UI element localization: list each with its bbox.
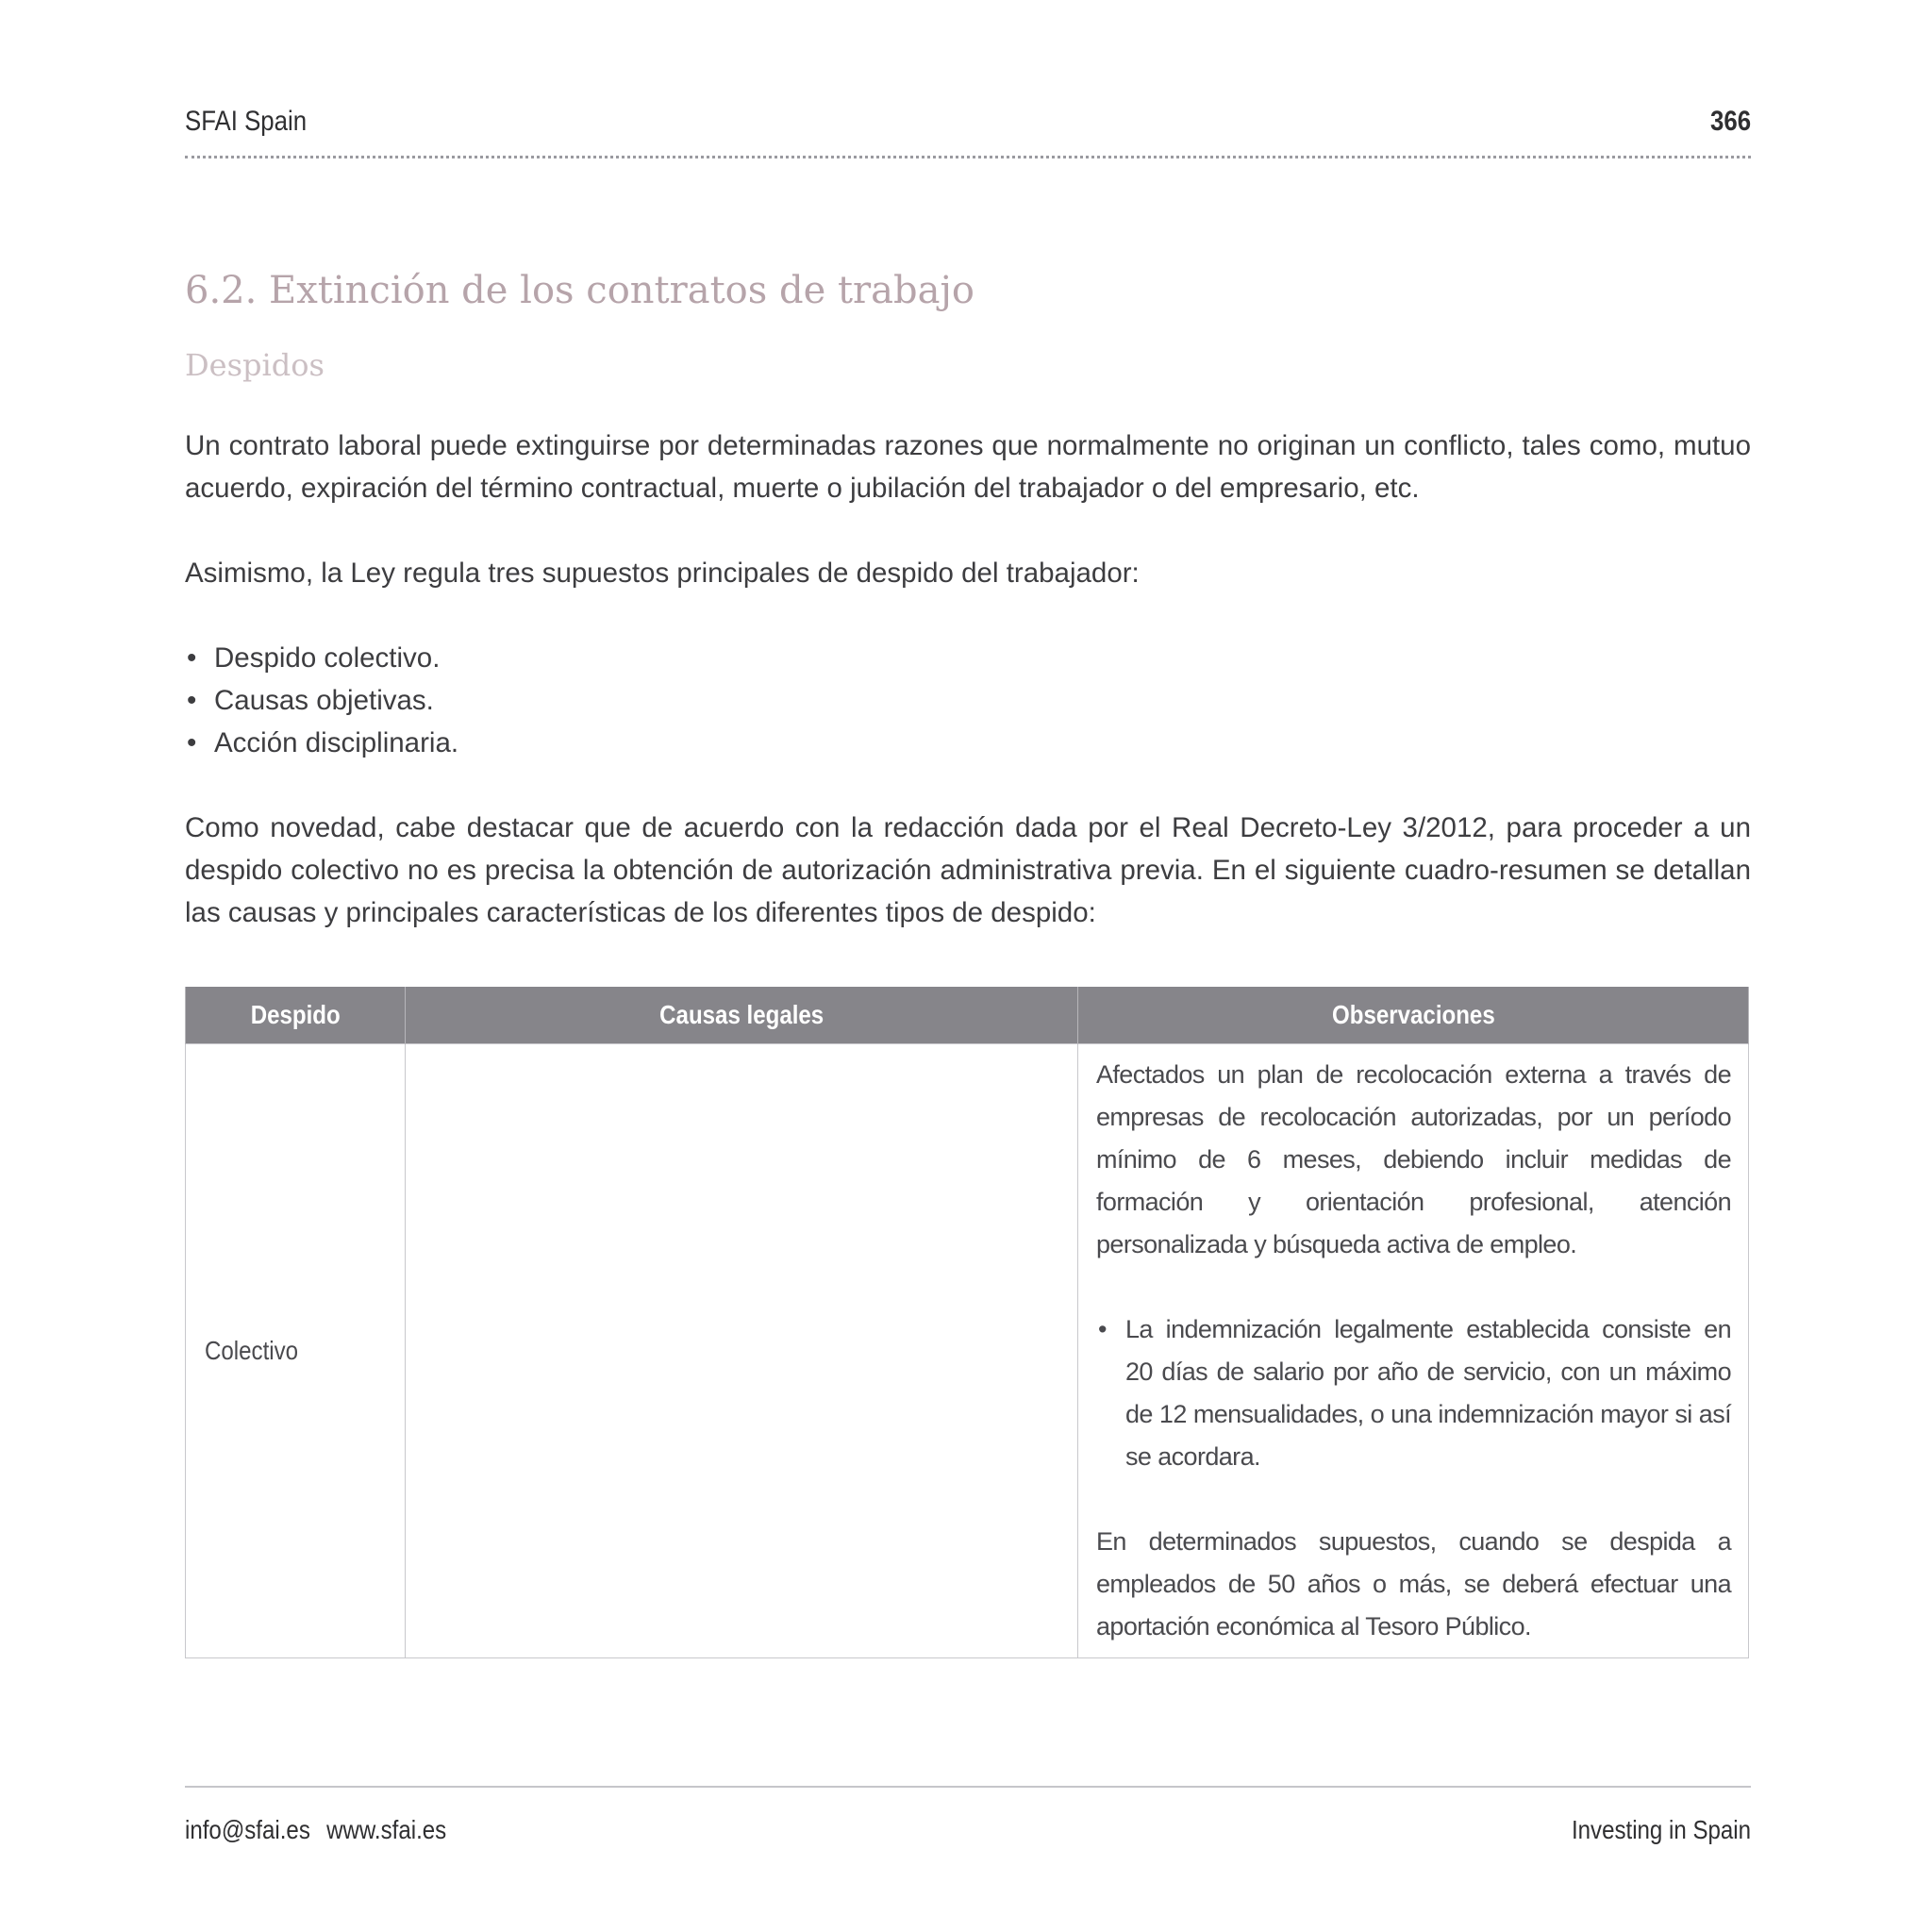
regulation-paragraph: Asimismo, la Ley regula tres supuestos principales de despido del trabajador: xyxy=(185,558,1140,590)
intro-paragraph: Un contrato laboral puede extinguirse por determinadas razones que normalmente no originan un conflicto, tales como, mutuo acuerdo, expiración del término contractual, muerte o jubilación del trabajador o del empresario, etc. xyxy=(185,430,1751,505)
bullet-icon: • xyxy=(1098,1315,1107,1343)
section-title: 6.2. Extinción de los contratos de trabajo xyxy=(185,269,974,312)
page-footer xyxy=(185,1815,1751,1853)
header-page-number: 366 xyxy=(1709,106,1751,137)
table-row xyxy=(186,1044,1749,1658)
bullet-icon: • xyxy=(187,642,197,675)
footer-divider xyxy=(185,1786,1751,1788)
dismissal-summary-table xyxy=(185,987,1749,1658)
novelty-paragraph: Como novedad, cabe destacar que de acuerdo con la redacción dada por el Real Decreto-Ley 3/2012, para proceder a un despido colectivo no es precisa la obtención de autorización administrativa previa. En el siguiente cuadro-resumen se detallan las causas y principales características de los diferentes tipos de despido: xyxy=(185,812,1751,929)
bullet-icon: • xyxy=(187,685,197,717)
observations-intro: Afectados un plan de recolocación externa a través de empresas de recolocación autorizadas, por un período mínimo de 6 meses, debiendo incluir medidas de formación y orientación profesional, atención personalizada y búsqueda activa de empleo. xyxy=(1096,1060,1731,1258)
footer-website-link[interactable]: www.sfai.es xyxy=(326,1815,447,1844)
table-header-row xyxy=(186,987,1749,1044)
main-content xyxy=(185,255,1751,934)
list-item xyxy=(185,679,1751,722)
header-dotted-divider xyxy=(185,156,1751,158)
column-header-despido: Despido xyxy=(186,987,406,1044)
footer-contact xyxy=(185,1815,446,1845)
column-header-causas-legales: Causas legales xyxy=(406,987,1078,1044)
bullet-icon: • xyxy=(187,727,197,759)
column-header-observaciones: Observaciones xyxy=(1078,987,1749,1044)
header-company-name: SFAI Spain xyxy=(185,106,308,137)
list-item xyxy=(185,722,1751,764)
list-item-text: Causas objetivas. xyxy=(214,685,434,717)
observations-closing: En determinados supuestos, cuando se despida a empleados de 50 años o más, se deberá efectuar una aportación económica al Tesoro Público. xyxy=(1096,1527,1731,1641)
dismissal-type-cell xyxy=(186,1044,406,1658)
subsection-title: Despidos xyxy=(185,347,325,383)
list-item-text: Despido colectivo. xyxy=(214,642,441,675)
footer-email-link[interactable]: info@sfai.es xyxy=(185,1815,310,1844)
list-item-text: Acción disciplinaria. xyxy=(214,727,459,759)
list-item xyxy=(185,637,1751,679)
observations-bullet-text: La indemnización legalmente establecida consiste en 20 días de salario por año de servicio, con un máximo de 12 mensualidades, o una indemnización mayor si así se acordara. xyxy=(1125,1315,1731,1471)
legal-causes-cell xyxy=(406,1044,1078,1658)
observations-bullet xyxy=(1096,1308,1731,1478)
observations-cell xyxy=(1078,1044,1749,1658)
footer-tagline: Investing in Spain xyxy=(1571,1815,1751,1844)
dismissal-type-text: Colectivo xyxy=(205,1336,299,1365)
dismissal-types-list xyxy=(185,637,1751,764)
page-header xyxy=(185,106,1751,158)
